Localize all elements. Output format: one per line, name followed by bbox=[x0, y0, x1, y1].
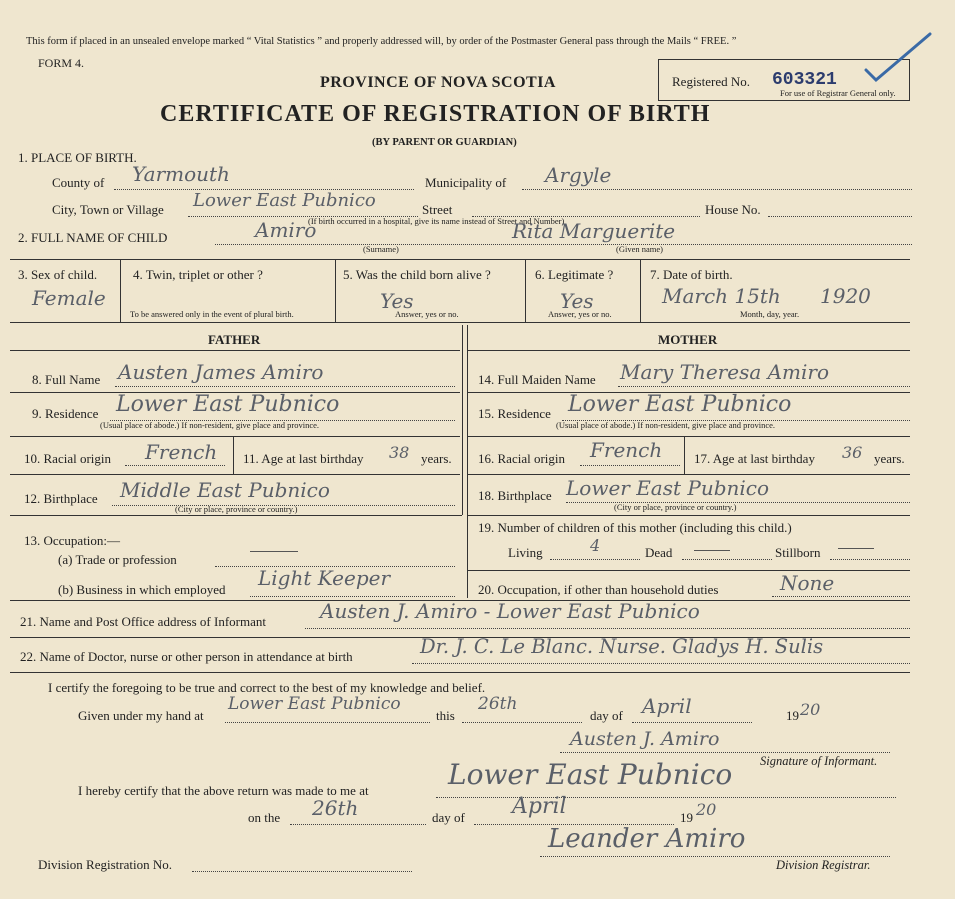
mother-residence-label: 15. Residence bbox=[478, 406, 551, 421]
stillborn-label: Stillborn bbox=[775, 545, 821, 560]
rule bbox=[694, 550, 730, 551]
division-registration-label: Division Registration No. bbox=[38, 857, 172, 872]
trade-label: (a) Trade or profession bbox=[58, 552, 177, 567]
rule bbox=[10, 322, 910, 323]
mother-racial: French bbox=[590, 438, 663, 462]
child-given-name: Rita Marguerite bbox=[512, 219, 676, 243]
registrar-day-of-label: day of bbox=[432, 810, 465, 825]
dob-label: 7. Date of birth. bbox=[650, 267, 733, 282]
rule bbox=[335, 259, 336, 322]
rule bbox=[467, 325, 468, 598]
mother-name-label: 14. Full Maiden Name bbox=[478, 372, 596, 387]
dead-label: Dead bbox=[645, 545, 673, 560]
rule bbox=[468, 474, 910, 475]
given-day: 26th bbox=[478, 694, 518, 714]
mother-residence-note: (Usual place of abode.) If non-resident, give place and province. bbox=[556, 420, 776, 430]
mother-birthplace-label: 18. Birthplace bbox=[478, 488, 552, 503]
sex-value: Female bbox=[32, 286, 106, 310]
surname-note: (Surname) bbox=[363, 244, 399, 254]
rule bbox=[468, 436, 910, 437]
page-subtitle: (BY PARENT OR GUARDIAN) bbox=[372, 137, 517, 148]
on-the-label: on the bbox=[248, 810, 281, 825]
mother-occupation-label: 20. Occupation, if other than household duties bbox=[478, 582, 719, 597]
legitimate-label: 6. Legitimate ? bbox=[535, 267, 614, 282]
father-birthplace-label: 12. Birthplace bbox=[24, 491, 98, 506]
certify-text: I certify the foregoing to be true and correct to the best of my knowledge and belief. bbox=[48, 680, 486, 695]
doctor-label: 22. Name of Doctor, nurse or other person in attendance at birth bbox=[20, 649, 353, 664]
registrar-signature: Leander Amiro bbox=[548, 824, 746, 854]
given-day-of-label: day of bbox=[590, 708, 623, 723]
registrar-certify-text: I hereby certify that the above return was made to me at bbox=[78, 783, 369, 798]
father-racial: French bbox=[145, 440, 218, 464]
registrar-year-suffix: 20 bbox=[696, 800, 717, 819]
mother-years-label: years. bbox=[874, 451, 905, 466]
mother-name: Mary Theresa Amiro bbox=[620, 360, 830, 384]
registrar-place: Lower East Pubnico bbox=[448, 758, 733, 791]
rule bbox=[684, 436, 685, 474]
rule bbox=[233, 436, 234, 474]
registered-label: Registered No. bbox=[672, 74, 750, 89]
dob-note: Month, day, year. bbox=[740, 309, 800, 319]
registrar-year-prefix: 19 bbox=[680, 810, 693, 825]
mother-racial-label: 16. Racial origin bbox=[478, 451, 566, 466]
rule bbox=[10, 350, 460, 351]
city-value: Lower East Pubnico bbox=[193, 190, 376, 211]
mother-age-label: 17. Age at last birthday bbox=[694, 451, 815, 466]
children-count-label: 19. Number of children of this mother (including this child.) bbox=[478, 520, 792, 535]
place-heading: 1. PLACE OF BIRTH. bbox=[18, 150, 137, 165]
sex-label: 3. Sex of child. bbox=[18, 267, 98, 282]
father-age: 38 bbox=[389, 443, 410, 462]
father-name: Austen James Amiro bbox=[118, 360, 324, 384]
dob-month-day: March 15th bbox=[662, 284, 781, 308]
given-year-suffix: 20 bbox=[800, 700, 821, 719]
rule bbox=[468, 570, 910, 571]
business-label: (b) Business in which employed bbox=[58, 582, 226, 597]
rule bbox=[468, 515, 910, 516]
alive-note: Answer, yes or no. bbox=[395, 309, 459, 319]
county-label: County of bbox=[52, 175, 105, 190]
rule bbox=[838, 548, 874, 549]
municipality-label: Municipality of bbox=[425, 175, 507, 190]
registrar-use-note: For use of Registrar General only. bbox=[780, 88, 896, 98]
informant-signature-label: Signature of Informant. bbox=[760, 754, 878, 768]
mother-age: 36 bbox=[842, 443, 863, 462]
father-residence-label: 9. Residence bbox=[32, 406, 99, 421]
rule bbox=[10, 515, 462, 516]
child-surname: Amiro bbox=[255, 218, 317, 242]
province-heading: PROVINCE OF NOVA SCOTIA bbox=[320, 74, 556, 91]
living-label: Living bbox=[508, 545, 543, 560]
mother-birthplace: Lower East Pubnico bbox=[566, 476, 770, 500]
twin-label: 4. Twin, triplet or other ? bbox=[133, 267, 263, 282]
rule bbox=[525, 259, 526, 322]
street-label: Street bbox=[422, 202, 453, 217]
page-title: CERTIFICATE OF REGISTRATION OF BIRTH bbox=[160, 101, 711, 127]
father-residence-note: (Usual place of abode.) If non-resident, give place and province. bbox=[100, 420, 320, 430]
informant-signature: Austen J. Amiro bbox=[570, 728, 720, 750]
check-mark-icon bbox=[862, 32, 934, 84]
given-under-label: Given under my hand at bbox=[78, 708, 204, 723]
rule bbox=[640, 259, 641, 322]
rule bbox=[462, 325, 463, 515]
division-registrar-label: Division Registrar. bbox=[776, 858, 871, 872]
alive-label: 5. Was the child born alive ? bbox=[343, 267, 491, 282]
alive-value: Yes bbox=[380, 289, 414, 313]
house-label: House No. bbox=[705, 202, 761, 217]
living-value: 4 bbox=[590, 536, 601, 555]
informant-label: 21. Name and Post Office address of Informant bbox=[20, 614, 266, 629]
rule bbox=[10, 474, 460, 475]
father-residence: Lower East Pubnico bbox=[116, 392, 340, 417]
rule bbox=[10, 672, 910, 673]
given-note: (Given name) bbox=[616, 244, 663, 254]
business-value: Light Keeper bbox=[258, 566, 391, 590]
legitimate-note: Answer, yes or no. bbox=[548, 309, 612, 319]
father-name-label: 8. Full Name bbox=[32, 372, 101, 387]
form-number: FORM 4. bbox=[38, 56, 85, 70]
father-birthplace-note: (City or place, province or country.) bbox=[175, 504, 298, 514]
mother-residence: Lower East Pubnico bbox=[568, 392, 792, 417]
twin-note: To be answered only in the event of plural birth. bbox=[130, 309, 294, 319]
doctor-value: Dr. J. C. Le Blanc. Nurse. Gladys H. Sulis bbox=[420, 635, 824, 658]
registrar-month: April bbox=[512, 794, 567, 819]
rule bbox=[10, 436, 460, 437]
father-age-label: 11. Age at last birthday bbox=[243, 451, 364, 466]
father-birthplace: Middle East Pubnico bbox=[120, 478, 330, 502]
mother-birthplace-note: (City or place, province or country.) bbox=[614, 502, 737, 512]
given-place: Lower East Pubnico bbox=[228, 694, 401, 714]
given-month: April bbox=[642, 694, 692, 718]
postal-notice: This form if placed in an unsealed envelope marked “ Vital Statistics ” and properly addressed will, by order of the Postmaster General pass through the Mails “ FREE. ” bbox=[26, 36, 737, 47]
mother-occupation: None bbox=[780, 571, 835, 595]
hospital-note: (If birth occurred in a hospital, give its name instead of Street and Number) bbox=[308, 216, 565, 226]
father-years-label: years. bbox=[421, 451, 452, 466]
rule bbox=[120, 259, 121, 322]
registrar-day: 26th bbox=[312, 796, 359, 820]
father-racial-label: 10. Racial origin bbox=[24, 451, 112, 466]
legitimate-value: Yes bbox=[560, 289, 594, 313]
informant-value: Austen J. Amiro - Lower East Pubnico bbox=[320, 599, 700, 623]
father-heading: FATHER bbox=[208, 332, 261, 347]
registered-number: 603321 bbox=[772, 70, 837, 90]
municipality-value: Argyle bbox=[545, 163, 612, 187]
rule bbox=[10, 259, 910, 260]
this-label: this bbox=[436, 708, 455, 723]
dob-year: 1920 bbox=[820, 284, 871, 308]
child-name-label: 2. FULL NAME OF CHILD bbox=[18, 230, 168, 245]
city-label: City, Town or Village bbox=[52, 202, 164, 217]
given-year-prefix: 19 bbox=[786, 708, 799, 723]
mother-heading: MOTHER bbox=[658, 332, 718, 347]
rule bbox=[250, 551, 298, 552]
father-occupation-label: 13. Occupation:— bbox=[24, 533, 121, 548]
rule bbox=[468, 350, 910, 351]
county-value: Yarmouth bbox=[132, 162, 230, 186]
